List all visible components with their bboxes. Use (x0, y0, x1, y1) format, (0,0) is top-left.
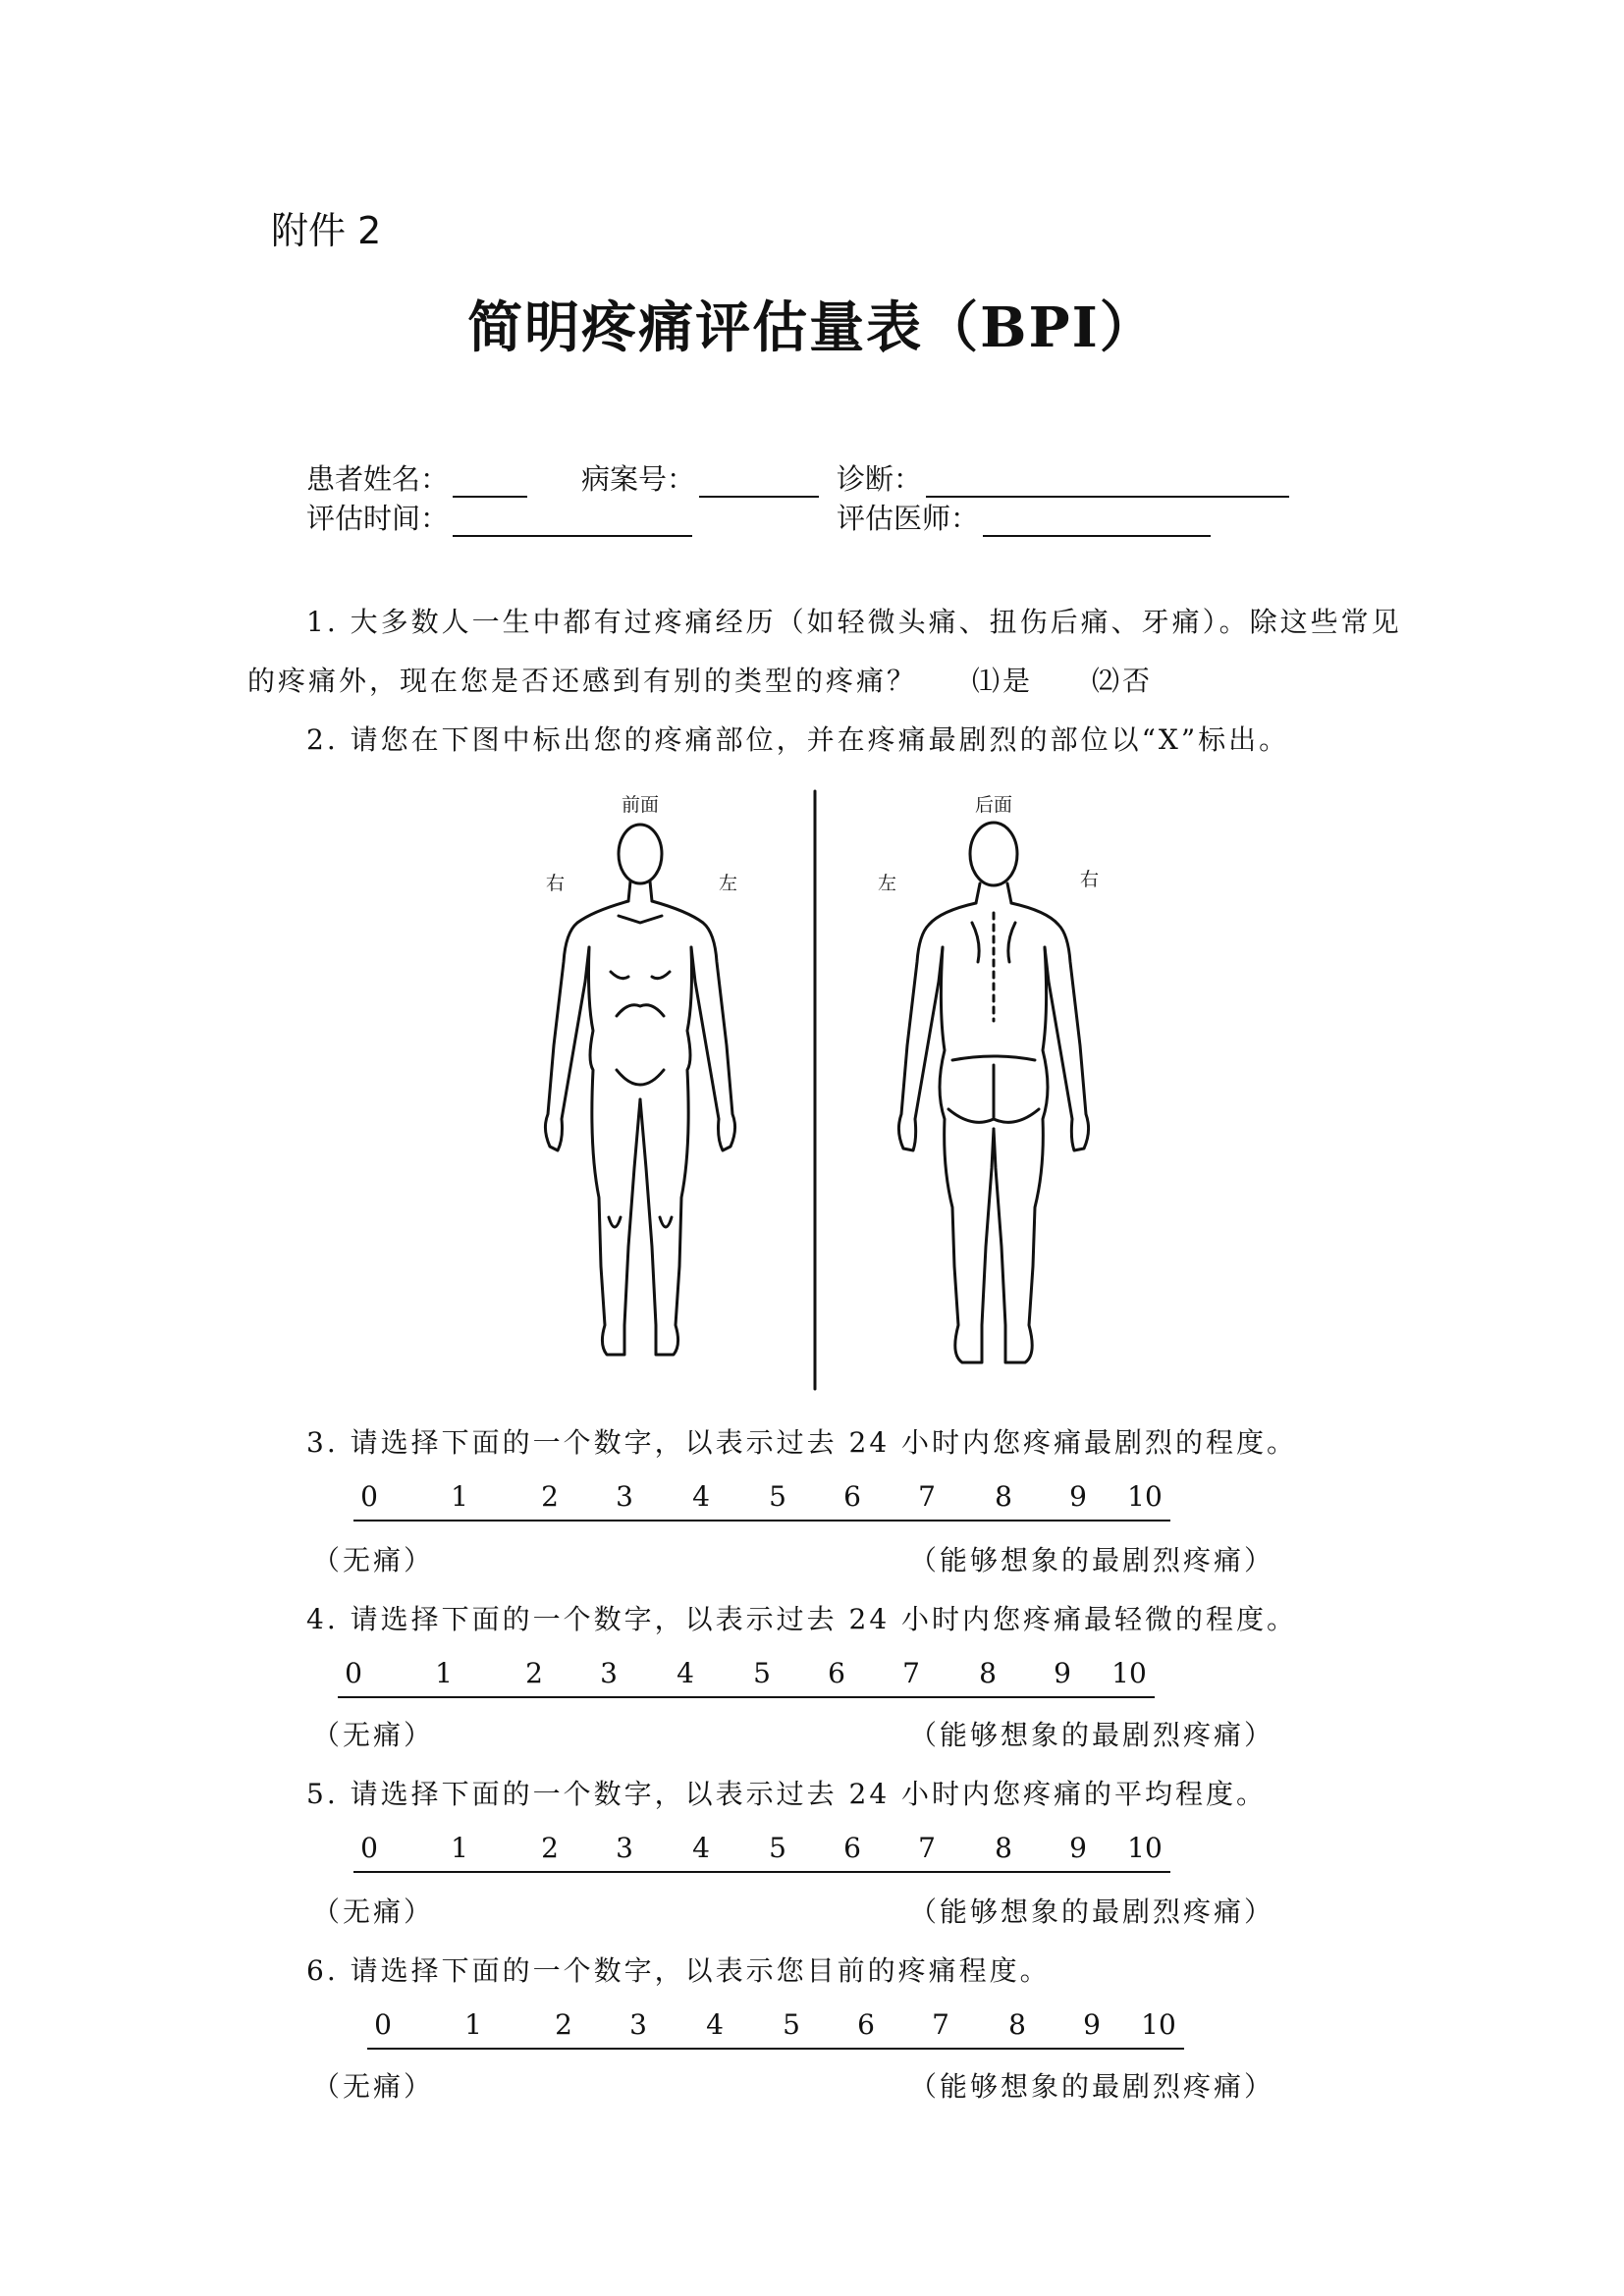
q6-scale-2[interactable]: 2 (555, 2008, 572, 2041)
q1-line2: 的疼痛外，现在您是否还感到有别的类型的疼痛？ (247, 665, 918, 697)
q3-scale-9[interactable]: 9 (1069, 1480, 1087, 1513)
q3-scale-2[interactable]: 2 (541, 1480, 559, 1513)
q5-scale-2[interactable]: 2 (541, 1832, 559, 1864)
q5-scale-9[interactable]: 9 (1069, 1832, 1087, 1864)
back-left-label: 左 (878, 873, 897, 894)
front-left-label: 左 (719, 873, 738, 894)
assess-doctor-field (837, 497, 1211, 537)
q6-max-label: （能够想象的最剧烈疼痛） (908, 2070, 1274, 2103)
q6-scale-5[interactable]: 5 (783, 2008, 800, 2041)
q5-scale-10[interactable]: 10 (1127, 1832, 1163, 1864)
q5-scale-7[interactable]: 7 (918, 1832, 936, 1864)
back-label: 后面 (974, 794, 1013, 816)
q3-scale-0[interactable]: 0 (360, 1480, 378, 1513)
assess-time-blank[interactable] (453, 509, 692, 537)
q5-scale-1[interactable]: 1 (451, 1832, 468, 1864)
q3-scale-6[interactable]: 6 (843, 1480, 861, 1513)
q3-scale[interactable] (353, 1480, 1170, 1522)
q5-max-label: （能够想象的最剧烈疼痛） (908, 1896, 1274, 1928)
q6-min-label: （无痛） (312, 2070, 435, 2103)
q4-scale[interactable] (338, 1657, 1155, 1698)
body-diagram[interactable] (491, 775, 1159, 1394)
q6-scale-10[interactable]: 10 (1141, 2008, 1176, 2041)
q4-scale-4[interactable]: 4 (677, 1657, 694, 1689)
q1-line1: 1. 大多数人一生中都有过疼痛经历（如轻微头痛、扭伤后痛、牙痛）。除这些常见 (306, 606, 1402, 638)
q6-scale-7[interactable]: 7 (932, 2008, 949, 2041)
q4-scale-6[interactable]: 6 (828, 1657, 845, 1689)
q6-text: 6. 请选择下面的一个数字，以表示您目前的疼痛程度。 (306, 1954, 1051, 1987)
q3-scale-1[interactable]: 1 (451, 1480, 468, 1513)
q5-text: 5. 请选择下面的一个数字，以表示过去 24 小时内您疼痛的平均程度。 (306, 1778, 1268, 1810)
q6-scale-3[interactable]: 3 (629, 2008, 647, 2041)
q5-scale-8[interactable]: 8 (995, 1832, 1012, 1864)
q4-scale-7[interactable]: 7 (902, 1657, 920, 1689)
q5-scale-5[interactable]: 5 (769, 1832, 786, 1864)
patient-name-field (306, 457, 527, 498)
q3-scale-8[interactable]: 8 (995, 1480, 1012, 1513)
q3-scale-3[interactable]: 3 (616, 1480, 633, 1513)
q6-scale-9[interactable]: 9 (1083, 2008, 1101, 2041)
assess-doctor-label: 评估医师： (837, 502, 980, 535)
diagnosis-label: 诊断： (837, 462, 923, 496)
q4-max-label: （能够想象的最剧烈疼痛） (908, 1719, 1274, 1751)
q6-scale-6[interactable]: 6 (857, 2008, 875, 2041)
q5-scale-3[interactable]: 3 (616, 1832, 633, 1864)
front-label: 前面 (621, 794, 660, 816)
q4-scale-0[interactable]: 0 (345, 1657, 362, 1689)
q6-scale-0[interactable]: 0 (374, 2008, 392, 2041)
assess-doctor-blank[interactable] (983, 509, 1211, 537)
diagnosis-field (837, 457, 1289, 498)
back-body-outline (898, 823, 1088, 1362)
q5-min-label: （无痛） (312, 1896, 435, 1928)
q3-scale-10[interactable]: 10 (1127, 1480, 1163, 1513)
front-body-outline (545, 825, 734, 1355)
q5-scale-6[interactable]: 6 (843, 1832, 861, 1864)
q6-scale-1[interactable]: 1 (464, 2008, 482, 2041)
q3-scale-7[interactable]: 7 (918, 1480, 936, 1513)
patient-name-label: 患者姓名： (306, 462, 450, 496)
q3-max-label: （能够想象的最剧烈疼痛） (908, 1544, 1274, 1576)
assess-time-field (306, 497, 692, 537)
diagnosis-blank[interactable] (926, 470, 1289, 498)
back-right-label: 右 (1080, 869, 1100, 890)
page-title: 简明疼痛评估量表（BPI） (467, 295, 1157, 360)
attachment-label: 附件 2 (271, 209, 382, 252)
q3-scale-4[interactable]: 4 (692, 1480, 710, 1513)
record-no-label: 病案号： (581, 462, 696, 496)
q5-scale-4[interactable]: 4 (692, 1832, 710, 1864)
q4-scale-8[interactable]: 8 (979, 1657, 997, 1689)
q3-text: 3. 请选择下面的一个数字，以表示过去 24 小时内您疼痛最剧烈的程度。 (306, 1426, 1298, 1459)
q3-min-label: （无痛） (312, 1544, 435, 1576)
q1-option-yes[interactable]: ⑴是 (972, 665, 1034, 697)
record-no-field (581, 457, 819, 498)
q4-scale-10[interactable]: 10 (1111, 1657, 1147, 1689)
q3-scale-5[interactable]: 5 (769, 1480, 786, 1513)
q6-scale[interactable] (367, 2008, 1184, 2050)
q4-scale-1[interactable]: 1 (435, 1657, 453, 1689)
q4-scale-3[interactable]: 3 (600, 1657, 618, 1689)
assess-time-label: 评估时间： (306, 502, 450, 535)
patient-name-blank[interactable] (453, 470, 527, 498)
q5-scale[interactable] (353, 1832, 1170, 1873)
q4-text: 4. 请选择下面的一个数字，以表示过去 24 小时内您疼痛最轻微的程度。 (306, 1603, 1298, 1635)
q5-scale-0[interactable]: 0 (360, 1832, 378, 1864)
q6-scale-4[interactable]: 4 (706, 2008, 724, 2041)
q4-scale-2[interactable]: 2 (525, 1657, 543, 1689)
front-right-label: 右 (546, 873, 566, 894)
q1-option-no[interactable]: ⑵否 (1092, 665, 1154, 697)
q6-scale-8[interactable]: 8 (1008, 2008, 1026, 2041)
q4-min-label: （无痛） (312, 1719, 435, 1751)
record-no-blank[interactable] (699, 470, 819, 498)
q4-scale-9[interactable]: 9 (1054, 1657, 1071, 1689)
q2-text: 2. 请您在下图中标出您的疼痛部位，并在疼痛最剧烈的部位以“X”标出。 (306, 723, 1290, 756)
q4-scale-5[interactable]: 5 (753, 1657, 771, 1689)
